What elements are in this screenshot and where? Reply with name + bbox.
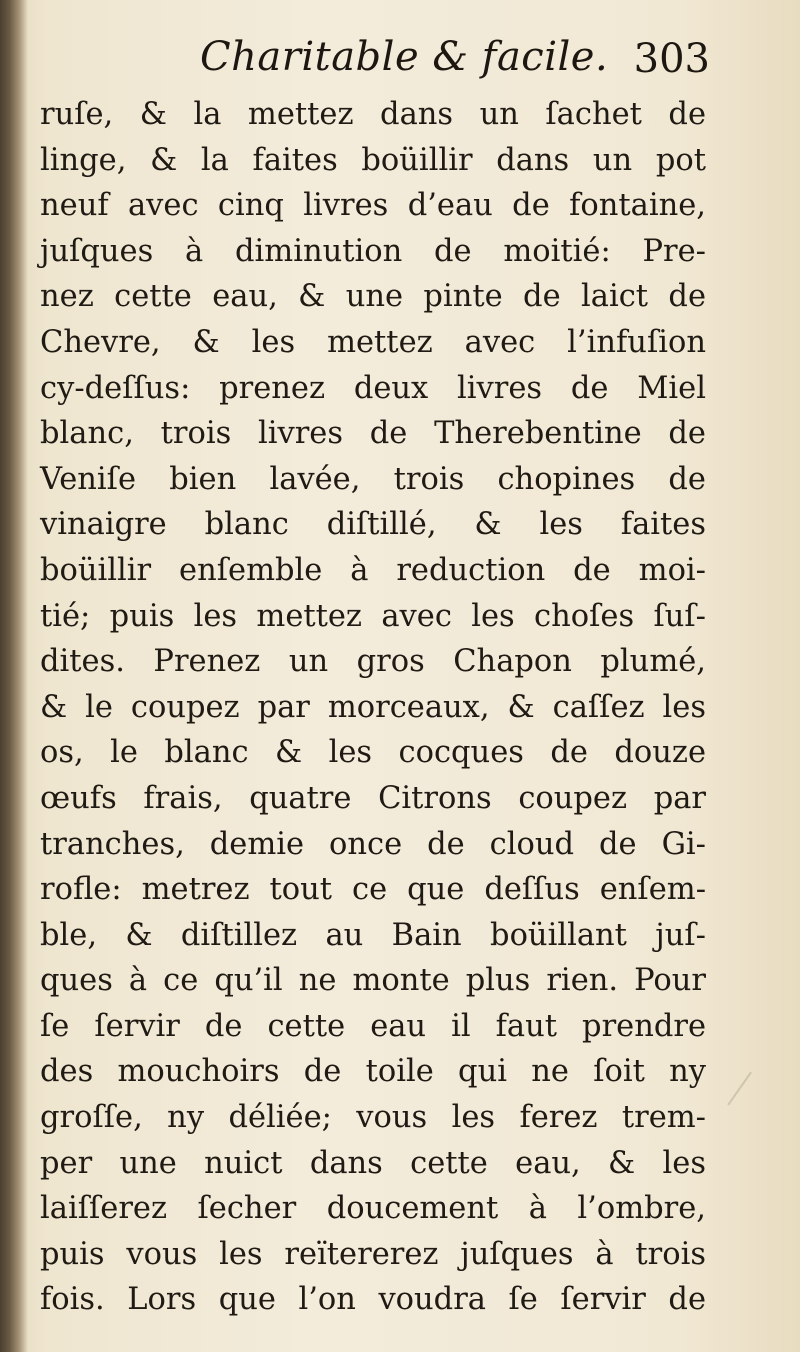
paper-mark xyxy=(727,1072,784,1129)
text-line: œufs frais, quatre Citrons coupez par xyxy=(40,780,706,816)
text-line: ruſe, & la mettez dans un ſachet de xyxy=(40,97,706,132)
text-line: ſe ſervir de cette eau il faut prendre xyxy=(40,1008,706,1044)
text-line: & le coupez par morceaux, & caſſez les xyxy=(40,689,706,725)
text-line: cy-deſſus: prenez deux livres de Miel xyxy=(40,370,706,406)
text-line: blanc, trois livres de Therebentine de xyxy=(40,416,706,452)
text-line: os, le blanc & les cocques de douze xyxy=(40,735,706,771)
running-title: Charitable & facile. xyxy=(200,34,609,80)
text-line: per une nuict dans cette eau, & les xyxy=(40,1145,706,1181)
text-line: puis vous les reïtererez juſques à trois xyxy=(40,1236,706,1272)
text-line: fois. Lors que l’on voudra ſe ſervir de xyxy=(40,1282,706,1318)
text-line: tranches, demie once de cloud de Gi- xyxy=(40,826,706,862)
page-header xyxy=(50,28,710,92)
text-line: ques à ce qu’il ne monte plus rien. Pour xyxy=(40,963,706,999)
text-line: nez cette eau, & une pinte de laict de xyxy=(40,279,706,315)
text-line: groſſe, ny déliée; vous les ferez trem- xyxy=(40,1100,706,1136)
book-binding-shadow xyxy=(0,0,28,1352)
text-line: tié; puis les mettez avec les choſes ſuſ- xyxy=(40,598,706,634)
page-number: 303 xyxy=(633,36,710,82)
body-text xyxy=(40,92,706,1323)
text-line: neuf avec cinq livres d’eau de fontaine, xyxy=(40,188,706,224)
text-line: Veniſe bien lavée, trois chopines de xyxy=(40,461,706,497)
text-line: Chevre, & les mettez avec l’infuſion xyxy=(40,324,706,360)
text-line: linge, & la faites boüillir dans un pot xyxy=(40,142,706,178)
text-line: juſques à diminution de moitié: Pre- xyxy=(40,233,706,269)
text-line: des mouchoirs de toile qui ne ſoit ny xyxy=(40,1054,706,1090)
text-line: rofle: metrez tout ce que deſſus enſem- xyxy=(40,872,706,908)
text-line: ble, & diſtillez au Bain boüillant juſ- xyxy=(40,917,706,953)
text-line: dites. Prenez un gros Chapon plumé, xyxy=(40,644,706,680)
text-line: boüillir enſemble à reduction de moi- xyxy=(40,552,706,588)
text-line: laiſſerez ſecher doucement à l’ombre, xyxy=(40,1191,706,1227)
text-line: vinaigre blanc diſtillé, & les faites xyxy=(40,507,706,543)
